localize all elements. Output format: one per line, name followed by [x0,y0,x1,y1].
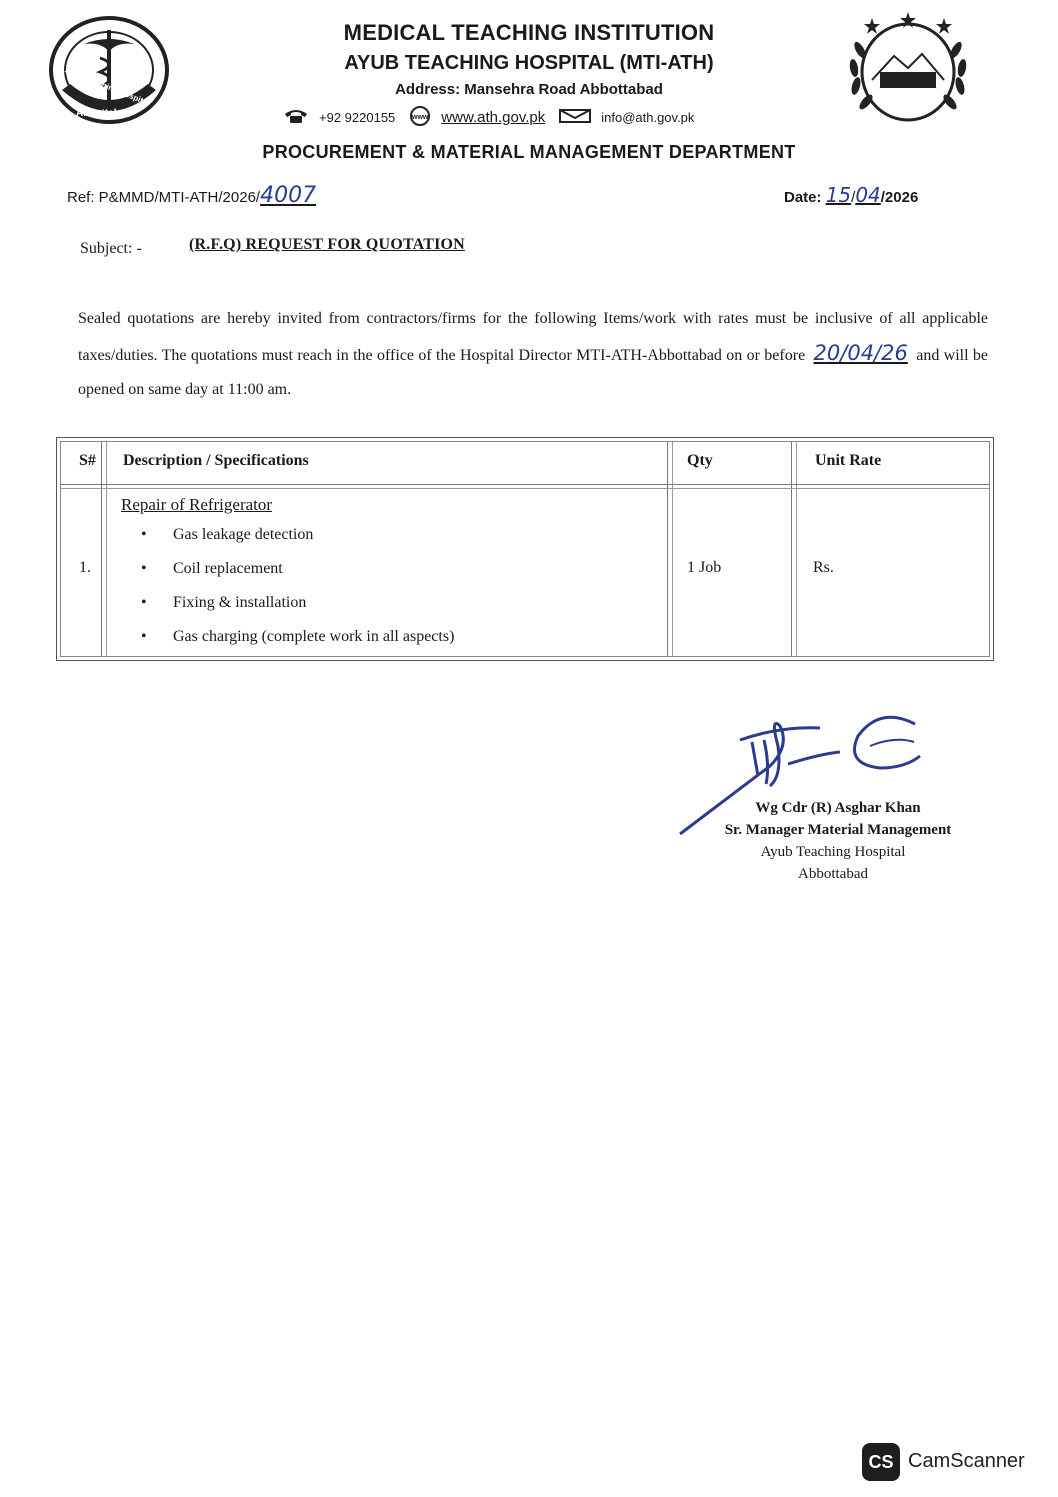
signatory-designation: Sr. Manager Material Management [724,822,952,838]
subject-label: Subject: - [80,240,142,257]
signatory-block [668,797,1008,885]
deadline-date: 20/04/26 [813,341,908,365]
row-qty: 1 Job [687,559,722,576]
department-title: PROCUREMENT & MATERIAL MANAGEMENT DEPARTMENT [262,142,796,162]
header-description: Description / Specifications [123,452,309,469]
list-item: • Fixing & installation [141,593,454,627]
date-line: Date: 15/04/2026 [784,183,919,207]
phone-number: +92 9220155 [319,110,396,125]
list-item: • Coil replacement [141,559,454,593]
globe-icon [409,106,431,129]
institution-title: MEDICAL TEACHING INSTITUTION [343,20,715,45]
logo-text-city: Abbottabad [76,108,132,119]
signatory-name: Wg Cdr (R) Asghar Khan [755,800,921,816]
logo-text-hospital: Ayub Teaching Hospital [63,65,151,108]
address: Address: Mansehra Road Abbottabad [395,81,663,98]
list-item: • Gas leakage detection [141,525,454,559]
date-year: /2026 [880,189,919,206]
telephone-icon [283,108,309,127]
date-day: 15 [825,183,852,207]
header-serial: S# [79,452,96,469]
website-link[interactable]: www.ath.gov.pk [441,109,546,126]
item-title: Repair of Refrigerator [121,495,273,514]
quotation-table [56,437,994,661]
camscanner-label: CamScanner [908,1450,1025,1472]
signatory-city: Abbottabad [798,866,868,882]
signatory-org: Ayub Teaching Hospital [760,844,906,860]
row-serial: 1. [79,559,91,576]
header-unit-rate: Unit Rate [815,452,882,469]
row-unit-rate: Rs. [813,559,834,576]
body-text-before: Sealed quotations are hereby invited from contractors/firms for the following Items/work with rates must be inclusive of all applicable taxes/duties. The quotations must reach in the office of the Hospital Director MTI-ATH-Abbottabad on or before [78,310,988,364]
list-item: • Gas charging (complete work in all aspects) [141,627,454,661]
contact-row [283,106,708,129]
reference-line [67,183,316,208]
reference-prefix: Ref: P&MMD/MTI-ATH/2026/ [67,189,261,206]
item-specifications [141,525,454,661]
camscanner-logo: CS [862,1443,900,1481]
subject-text: (R.F.Q) REQUEST FOR QUOTATION [189,236,465,253]
body-paragraph [78,302,988,407]
reference-number: 4007 [260,183,317,208]
header-qty: Qty [687,452,713,469]
svg-text:www: www [412,114,429,121]
body-text-after: and will be opened on same day at 11:00 am. [78,347,989,398]
email-link[interactable]: info@ath.gov.pk [601,110,695,125]
date-label: Date: [784,189,822,206]
date-month: 04 [855,183,881,207]
hospital-title: AYUB TEACHING HOSPITAL (MTI-ATH) [344,52,714,74]
envelope-icon [559,109,591,126]
